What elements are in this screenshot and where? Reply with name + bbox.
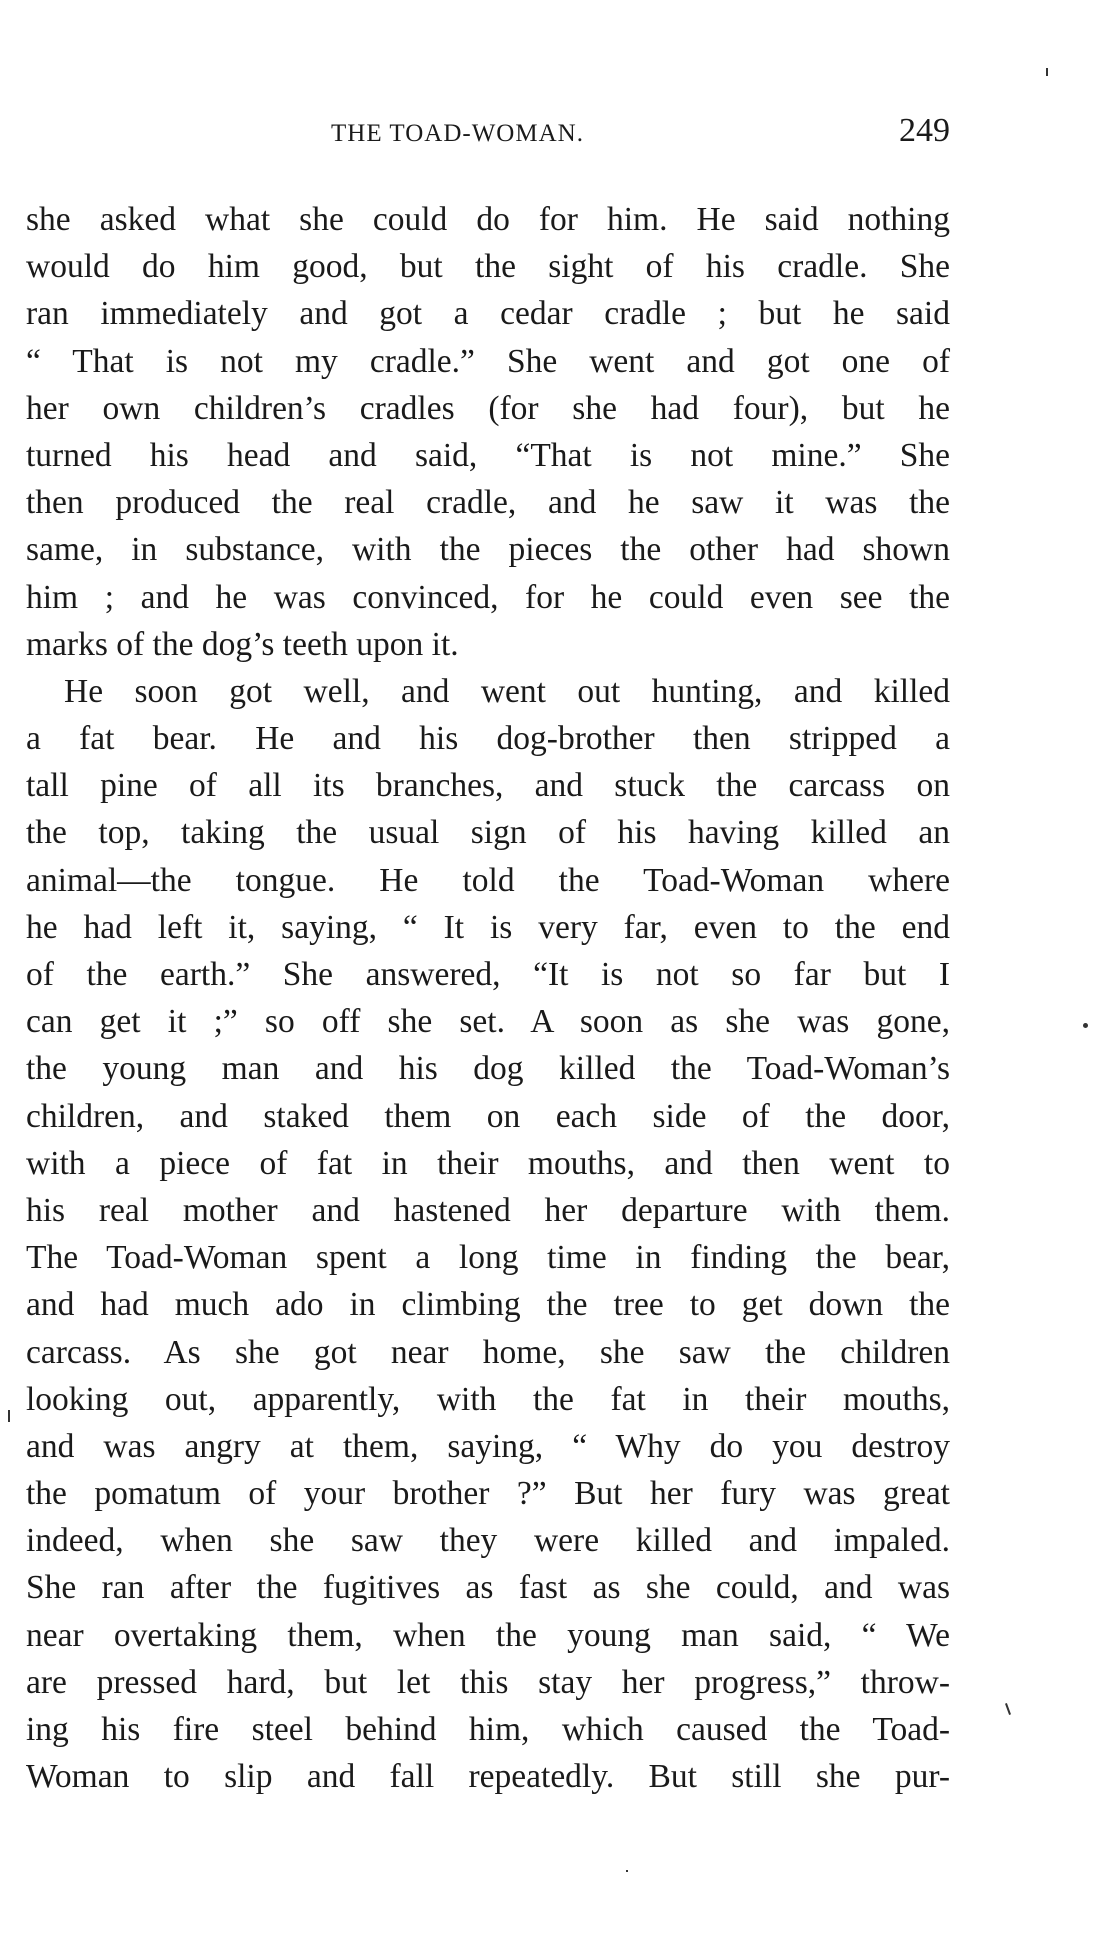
text-line: are pressed hard, but let this stay her progress,” throw- <box>26 1663 950 1701</box>
text-line: then produced the real cradle, and he saw it was the <box>26 484 950 522</box>
text-line: would do him good, but the sight of his cradle. She <box>26 248 950 286</box>
text-line: ran immediately and got a cedar cradle ; but he said <box>26 295 950 333</box>
text-line: of the earth.” She answered, “It is not so far but I <box>26 956 950 993</box>
text-line: the pomatum of your brother ?” But her fury was great <box>26 1475 950 1513</box>
text-line: The Toad-Woman spent a long time in finding the bear, <box>26 1239 950 1277</box>
text-line: Woman to slip and fall repeatedly. But still she pur- <box>26 1758 950 1796</box>
text-line: children, and staked them on each side of the door, <box>26 1097 950 1135</box>
text-line: indeed, when she saw they were killed and impaled. <box>26 1522 950 1560</box>
text-line: ing his fire steel behind him, which caused the Toad- <box>26 1711 950 1748</box>
text-line: with a piece of fat in their mouths, and then went to <box>26 1144 950 1182</box>
text-line: tall pine of all its branches, and stuck the carcass on <box>26 767 950 805</box>
text-line: marks of the dog’s teeth upon it. <box>26 625 459 663</box>
text-line: and had much ado in climbing the tree to get down the <box>26 1286 950 1324</box>
text-line: he had left it, saying, “ It is very far, even to the end <box>26 908 950 946</box>
text-line: He soon got well, and went out hunting, and killed <box>64 672 950 710</box>
text-line: and was angry at them, saying, “ Why do you destroy <box>26 1427 950 1465</box>
page-number: 249 <box>899 112 950 149</box>
scan-speck <box>1046 68 1048 76</box>
scan-speck <box>1005 1703 1011 1715</box>
text-line: a fat bear. He and his dog-brother then stripped a <box>26 720 950 758</box>
scan-speck <box>1083 1023 1088 1028</box>
text-line: same, in substance, with the pieces the other had shown <box>26 531 950 569</box>
text-line: carcass. As she got near home, she saw the children <box>26 1333 950 1371</box>
running-head: THE TOAD-WOMAN. <box>331 120 584 147</box>
text-line: the young man and his dog killed the Toad-Woman’s <box>26 1050 950 1088</box>
text-line: turned his head and said, “That is not mine.” She <box>26 436 950 474</box>
text-line: animal—the tongue. He told the Toad-Woman where <box>26 861 950 899</box>
page-header <box>26 112 950 152</box>
text-line: the top, taking the usual sign of his having killed an <box>26 814 950 852</box>
text-line: near overtaking them, when the young man said, “ We <box>26 1616 950 1654</box>
text-line: her own children’s cradles (for she had four), but he <box>26 389 950 427</box>
paragraph-1 <box>26 196 950 668</box>
text-line: can get it ;” so off she set. A soon as she was gone, <box>26 1003 950 1041</box>
scan-speck <box>8 1410 10 1422</box>
text-line: She ran after the fugitives as fast as she could, and was <box>26 1569 950 1607</box>
text-line: looking out, apparently, with the fat in their mouths, <box>26 1380 950 1418</box>
body-text <box>26 196 950 1800</box>
text-line: “ That is not my cradle.” She went and got one of <box>26 342 950 380</box>
scan-speck <box>626 1870 628 1872</box>
text-line: she asked what she could do for him. He said nothing <box>26 201 950 238</box>
text-line: him ; and he was convinced, for he could even see the <box>26 578 950 616</box>
text-line: his real mother and hastened her departure with them. <box>26 1191 950 1229</box>
paragraph-2 <box>26 668 950 1801</box>
